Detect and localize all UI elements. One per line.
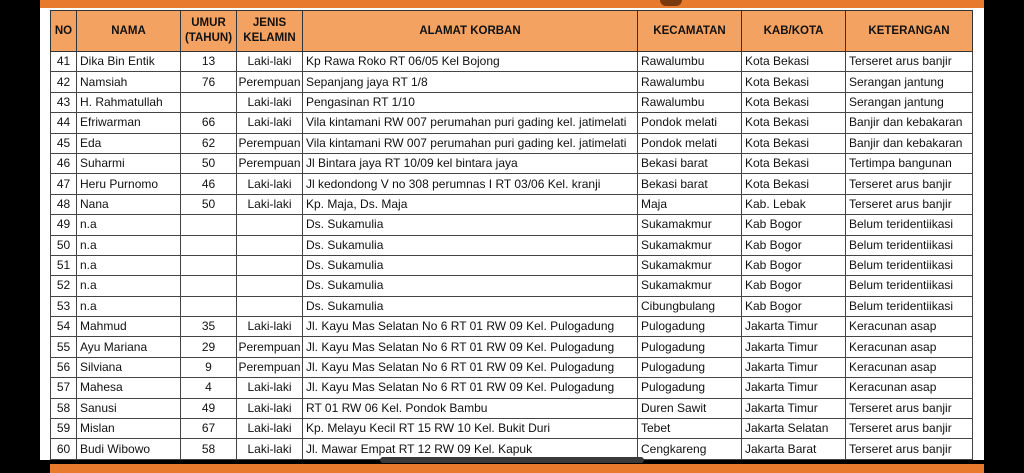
cell-keterangan: Belum teridentiikasi (846, 276, 973, 296)
cell-umur: 4 (181, 378, 237, 398)
cell-kecamatan: Pulogadung (638, 378, 742, 398)
table-row (51, 215, 973, 235)
cell-alamat: Vila kintamani RW 007 perumahan puri gading kel. jatimelati (303, 113, 638, 133)
cell-umur: 50 (181, 194, 237, 214)
cell-keterangan: Serangan jantung (846, 92, 973, 112)
cell-kab-kota: Kab Bogor (742, 255, 846, 275)
cell-no: 56 (51, 357, 77, 377)
cell-nama: Dika Bin Entik (77, 52, 181, 72)
cell-nama: Suharmi (77, 153, 181, 173)
top-bar-marker (660, 0, 682, 6)
cell-kab-kota: Kota Bekasi (742, 92, 846, 112)
header-nama: NAMA (77, 11, 181, 52)
cell-alamat: Ds. Sukamulia (303, 235, 638, 255)
bottom-orange-bar (50, 464, 984, 473)
table-row (51, 235, 973, 255)
cell-no: 53 (51, 296, 77, 316)
cell-kab-kota: Kab Bogor (742, 235, 846, 255)
cell-jenis-kelamin: Laki-laki (237, 174, 303, 194)
cell-kab-kota: Jakarta Selatan (742, 419, 846, 439)
cell-keterangan: Terseret arus banjir (846, 398, 973, 418)
cell-nama: Namsiah (77, 72, 181, 92)
cell-kecamatan: Duren Sawit (638, 398, 742, 418)
cell-alamat: Jl. Kayu Mas Selatan No 6 RT 01 RW 09 Kel. Pulogadung (303, 317, 638, 337)
cell-umur: 67 (181, 419, 237, 439)
cell-alamat: Kp. Maja, Ds. Maja (303, 194, 638, 214)
cell-jenis-kelamin: Perempuan (237, 337, 303, 357)
cell-no: 58 (51, 398, 77, 418)
cell-alamat: RT 01 RW 06 Kel. Pondok Bambu (303, 398, 638, 418)
cell-jenis-kelamin (237, 215, 303, 235)
cell-nama: Eda (77, 133, 181, 153)
cell-jenis-kelamin (237, 296, 303, 316)
cell-kecamatan: Cengkareng (638, 439, 742, 459)
cell-kab-kota: Kab. Lebak (742, 194, 846, 214)
cell-kecamatan: Bekasi barat (638, 174, 742, 194)
table-row (51, 174, 973, 194)
table-row (51, 317, 973, 337)
cell-keterangan: Keracunan asap (846, 317, 973, 337)
cell-umur: 35 (181, 317, 237, 337)
cell-keterangan: Banjir dan kebakaran (846, 113, 973, 133)
cell-nama: n.a (77, 215, 181, 235)
cell-alamat: Jl kedondong V no 308 perumnas I RT 03/06 Kel. kranji (303, 174, 638, 194)
cell-umur: 58 (181, 439, 237, 459)
cell-umur: 13 (181, 52, 237, 72)
cell-kab-kota: Kota Bekasi (742, 72, 846, 92)
cell-keterangan: Belum teridentiikasi (846, 215, 973, 235)
cell-umur: 9 (181, 357, 237, 377)
cell-alamat: Jl. Kayu Mas Selatan No 6 RT 01 RW 09 Kel. Pulogadung (303, 337, 638, 357)
cell-nama: n.a (77, 276, 181, 296)
table-row (51, 255, 973, 275)
cell-keterangan: Terseret arus banjir (846, 194, 973, 214)
victims-table (50, 10, 973, 460)
cell-alamat: Jl. Mawar Empat RT 12 RW 09 Kel. Kapuk (303, 439, 638, 459)
cell-keterangan: Keracunan asap (846, 378, 973, 398)
cell-umur: 50 (181, 153, 237, 173)
cell-jenis-kelamin: Laki-laki (237, 52, 303, 72)
table-row (51, 276, 973, 296)
header-kab-kota: KAB/KOTA (742, 11, 846, 52)
cell-kab-kota: Jakarta Timur (742, 398, 846, 418)
cell-kab-kota: Kab Bogor (742, 276, 846, 296)
cell-kecamatan: Rawalumbu (638, 92, 742, 112)
cell-nama: Heru Purnomo (77, 174, 181, 194)
cell-no: 42 (51, 72, 77, 92)
cell-alamat: Jl. Kayu Mas Selatan No 6 RT 01 RW 09 Kel. Pulogadung (303, 357, 638, 377)
cell-nama: n.a (77, 255, 181, 275)
cell-kab-kota: Kota Bekasi (742, 174, 846, 194)
cell-kecamatan: Tebet (638, 419, 742, 439)
cell-keterangan: Serangan jantung (846, 72, 973, 92)
cell-umur: 66 (181, 113, 237, 133)
cell-kab-kota: Jakarta Timur (742, 317, 846, 337)
cell-alamat: Kp Rawa Roko RT 06/05 Kel Bojong (303, 52, 638, 72)
header-jenis-kelamin: JENIS KELAMIN (237, 11, 303, 52)
table-row (51, 378, 973, 398)
cell-kab-kota: Jakarta Timur (742, 378, 846, 398)
cell-alamat: Sepanjang jaya RT 1/8 (303, 72, 638, 92)
table-header-row (51, 11, 973, 52)
table-row (51, 133, 973, 153)
cell-alamat: Jl Bintara jaya RT 10/09 kel bintara jaya (303, 153, 638, 173)
cell-kecamatan: Pondok melati (638, 133, 742, 153)
cell-kecamatan: Pulogadung (638, 337, 742, 357)
cell-nama: Budi Wibowo (77, 439, 181, 459)
header-keterangan: KETERANGAN (846, 11, 973, 52)
cell-keterangan: Belum teridentiikasi (846, 235, 973, 255)
cell-no: 41 (51, 52, 77, 72)
cell-no: 60 (51, 439, 77, 459)
cell-umur: 62 (181, 133, 237, 153)
cell-kecamatan: Bekasi barat (638, 153, 742, 173)
cell-nama: Efriwarman (77, 113, 181, 133)
header-umur: UMUR (TAHUN) (181, 11, 237, 52)
cell-no: 55 (51, 337, 77, 357)
cell-nama: H. Rahmatullah (77, 92, 181, 112)
cell-nama: Mahesa (77, 378, 181, 398)
cell-alamat: Jl. Kayu Mas Selatan No 6 RT 01 RW 09 Kel. Pulogadung (303, 378, 638, 398)
cell-no: 57 (51, 378, 77, 398)
cell-jenis-kelamin: Laki-laki (237, 92, 303, 112)
cell-keterangan: Tertimpa bangunan (846, 153, 973, 173)
cell-keterangan: Banjir dan kebakaran (846, 133, 973, 153)
cell-jenis-kelamin (237, 276, 303, 296)
cell-jenis-kelamin: Perempuan (237, 72, 303, 92)
header-alamat-korban: ALAMAT KORBAN (303, 11, 638, 52)
cell-alamat: Kp. Melayu Kecil RT 15 RW 10 Kel. Bukit Duri (303, 419, 638, 439)
cell-umur: 29 (181, 337, 237, 357)
table-row (51, 92, 973, 112)
cell-kecamatan: Cibungbulang (638, 296, 742, 316)
cell-kecamatan: Pulogadung (638, 357, 742, 377)
table-row (51, 153, 973, 173)
cell-kecamatan: Rawalumbu (638, 72, 742, 92)
cell-jenis-kelamin: Laki-laki (237, 194, 303, 214)
table-row (51, 419, 973, 439)
cell-nama: Silviana (77, 357, 181, 377)
cell-jenis-kelamin: Perempuan (237, 133, 303, 153)
cell-jenis-kelamin: Laki-laki (237, 419, 303, 439)
header-no: NO (51, 11, 77, 52)
cell-nama: Mahmud (77, 317, 181, 337)
cell-nama: Sanusi (77, 398, 181, 418)
cell-kab-kota: Jakarta Timur (742, 357, 846, 377)
cell-keterangan: Keracunan asap (846, 337, 973, 357)
cell-no: 43 (51, 92, 77, 112)
cell-alamat: Ds. Sukamulia (303, 215, 638, 235)
cell-no: 44 (51, 113, 77, 133)
cell-kab-kota: Jakarta Barat (742, 439, 846, 459)
cell-jenis-kelamin: Laki-laki (237, 113, 303, 133)
cell-kecamatan: Rawalumbu (638, 52, 742, 72)
cell-umur: 76 (181, 72, 237, 92)
cell-no: 59 (51, 419, 77, 439)
cell-kab-kota: Kab Bogor (742, 215, 846, 235)
cell-kab-kota: Jakarta Timur (742, 337, 846, 357)
home-indicator[interactable] (380, 457, 644, 463)
cell-no: 46 (51, 153, 77, 173)
cell-no: 45 (51, 133, 77, 153)
table-row (51, 113, 973, 133)
cell-nama: Mislan (77, 419, 181, 439)
cell-no: 47 (51, 174, 77, 194)
cell-kecamatan: Sukamakmur (638, 276, 742, 296)
table-row (51, 296, 973, 316)
table-row (51, 398, 973, 418)
header-kecamatan: KECAMATAN (638, 11, 742, 52)
cell-alamat: Pengasinan RT 1/10 (303, 92, 638, 112)
cell-umur: 49 (181, 398, 237, 418)
cell-jenis-kelamin: Perempuan (237, 153, 303, 173)
cell-kab-kota: Kab Bogor (742, 296, 846, 316)
cell-nama: Nana (77, 194, 181, 214)
cell-nama: Ayu Mariana (77, 337, 181, 357)
cell-jenis-kelamin: Perempuan (237, 357, 303, 377)
cell-kab-kota: Kota Bekasi (742, 153, 846, 173)
table-row (51, 52, 973, 72)
cell-kecamatan: Sukamakmur (638, 255, 742, 275)
cell-alamat: Vila kintamani RW 007 perumahan puri gading kel. jatimelati (303, 133, 638, 153)
cell-no: 52 (51, 276, 77, 296)
table-row (51, 337, 973, 357)
cell-umur: 46 (181, 174, 237, 194)
cell-keterangan: Terseret arus banjir (846, 174, 973, 194)
cell-kab-kota: Kota Bekasi (742, 133, 846, 153)
cell-alamat: Ds. Sukamulia (303, 296, 638, 316)
cell-umur (181, 255, 237, 275)
cell-umur (181, 296, 237, 316)
cell-umur (181, 235, 237, 255)
cell-kecamatan: Pulogadung (638, 317, 742, 337)
cell-jenis-kelamin (237, 255, 303, 275)
cell-jenis-kelamin: Laki-laki (237, 378, 303, 398)
cell-keterangan: Terseret arus banjir (846, 419, 973, 439)
cell-no: 48 (51, 194, 77, 214)
cell-keterangan: Belum teridentiikasi (846, 255, 973, 275)
cell-umur (181, 215, 237, 235)
cell-kecamatan: Sukamakmur (638, 215, 742, 235)
cell-alamat: Ds. Sukamulia (303, 276, 638, 296)
cell-keterangan: Keracunan asap (846, 357, 973, 377)
cell-jenis-kelamin: Laki-laki (237, 398, 303, 418)
cell-keterangan: Terseret arus banjir (846, 52, 973, 72)
cell-umur (181, 276, 237, 296)
cell-no: 49 (51, 215, 77, 235)
table-row (51, 72, 973, 92)
cell-keterangan: Terseret arus banjir (846, 439, 973, 459)
cell-nama: n.a (77, 235, 181, 255)
cell-alamat: Ds. Sukamulia (303, 255, 638, 275)
cell-kab-kota: Kota Bekasi (742, 52, 846, 72)
cell-jenis-kelamin (237, 235, 303, 255)
top-orange-bar (40, 0, 984, 8)
cell-jenis-kelamin: Laki-laki (237, 317, 303, 337)
table-row (51, 194, 973, 214)
cell-no: 54 (51, 317, 77, 337)
table-body (51, 52, 973, 460)
cell-kab-kota: Kota Bekasi (742, 113, 846, 133)
cell-no: 50 (51, 235, 77, 255)
cell-kecamatan: Maja (638, 194, 742, 214)
cell-umur (181, 92, 237, 112)
cell-kecamatan: Sukamakmur (638, 235, 742, 255)
cell-jenis-kelamin: Laki-laki (237, 439, 303, 459)
cell-keterangan: Belum teridentiikasi (846, 296, 973, 316)
cell-nama: n.a (77, 296, 181, 316)
cell-kecamatan: Pondok melati (638, 113, 742, 133)
cell-no: 51 (51, 255, 77, 275)
table-row (51, 357, 973, 377)
